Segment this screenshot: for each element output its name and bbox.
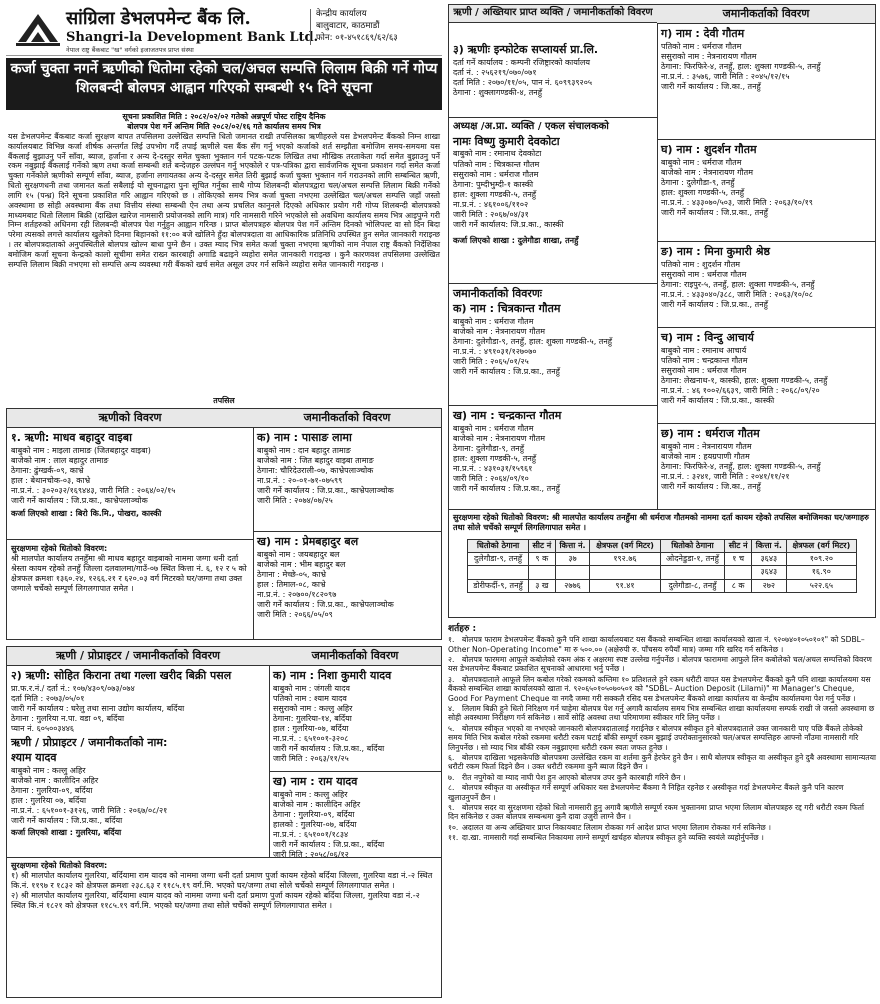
land-col-header: क्षेत्रफल (वर्ग मिटर) [786, 540, 856, 553]
guarantor-lines [661, 158, 871, 218]
detail-line: ना.प्र.नं. : २०७००/१८२०९७ [257, 590, 337, 600]
detail-line: हाल : गुलरिया-०७, बर्दिया [273, 724, 349, 734]
detail-line: हाल : गुलरिया ०७, बर्दिया [11, 796, 87, 806]
bank-logo-icon [14, 8, 62, 50]
land-table-cell: १ च [725, 553, 752, 566]
office-info [310, 9, 442, 45]
proprietor-name: श्याम यादव [11, 751, 57, 765]
detail-line: बाबुको नाम : रमानाथ आचार्य [661, 345, 747, 355]
land-table-cell: ३७ [555, 553, 590, 566]
term-number: १. [448, 635, 455, 645]
term-item [448, 635, 876, 654]
land-table-cell: १६.९० [786, 566, 856, 579]
detail-line: दर्ता नं. : २५६२१९/०७०/०७१ [453, 67, 537, 77]
detail-line: बाजेको नाम : जित बहादुर वाइबा तामाङ [257, 455, 374, 465]
detail-line: ना.प्र.नं. : ४३३०४०/३८८, जारी मिति : २०६३/१०/०८ [661, 290, 813, 300]
land-table-cell: ५२२.६५ [786, 579, 856, 592]
detail-line: बाबुको नाम : माइला तामाङ (जितबहादुर वाइबा) [11, 445, 151, 455]
detail-line: प्यान नं. ६०५००३४४६ [11, 724, 75, 734]
term-number: ३. [448, 674, 455, 684]
detail-line: जारी गर्ने कार्यालय : जि.प्र.का., बर्दिया [273, 744, 385, 754]
sec1-guarantor-2 [253, 533, 441, 622]
detail-line: ना.प्र.नं. : ३०२०३२/१६९४४३, जारी मिति : २०६४/०२/१५ [11, 486, 176, 496]
land-col-header: क्षेत्रफल (वर्ग मिटर) [590, 540, 660, 553]
detail-line: जारी गर्ने कार्यालय : जि.प्र.का., कास्की [661, 396, 775, 406]
land-table-cell [555, 566, 590, 579]
sec3-guarantor-g [657, 25, 875, 94]
detail-line: ठेगाना: दुलेगौडा-९, तनहुँ [453, 444, 524, 454]
land-table-cell: ८ क [725, 579, 752, 592]
land-table-cell [590, 566, 660, 579]
guarantor-lines [661, 42, 871, 92]
detail-line: जारी गर्ने कार्यालय : जि.प्र.का., बर्दिया [273, 840, 385, 850]
guarantor-name: छ) नाम : धर्मराज गौतम [661, 427, 760, 440]
sec3-guarantor-chh [657, 425, 875, 494]
term-item [448, 675, 876, 703]
detail-line: ठेगाना : गुलरिया-०९, बर्दिया [273, 810, 355, 820]
sec3-security-text: सुरक्षणमा रहेको धितोको विवरण: श्री मालपोत कार्यालय तनहुँमा श्री धर्मराज गौतमको नाममा दर्ता कायम रहेको तपसिल बमोजिमका घर/जग्गाहरु तथा सोले चर्चेको सम्पूर्ण लिगलिगापात समेत । [453, 513, 869, 533]
detail-line: ठेगाना: फिरफिरे-४, तनहुँ, हाल: शुक्ला गण्डकी-५, तनहुँ [661, 62, 821, 72]
detail-line: जारी गर्ने कार्यालय : जि.प्र.का., काभ्रेपलाञ्चोक [257, 600, 394, 610]
detail-line: बाबुको नाम : धर्मराज गौतम [453, 316, 534, 326]
detail-line: पतिको नाम : शुदर्शन गौतम [661, 259, 741, 269]
term-number: १०. [448, 822, 459, 832]
detail-line: जारी मिति : २०७४/०७/२५ [257, 496, 333, 506]
office-phone: फोन: ०१-४५१८६९/६२/६३ [316, 32, 398, 43]
detail-line: बाबुको नाम : कल्लु अहिर [273, 789, 348, 799]
detail-line: जारी मिति : २०५८/०६/१२ [273, 850, 349, 860]
bank-tagline: नेपाल राष्ट्र बैंकबाट "ख" वर्गको इजाजतपत्र प्राप्त संस्था [66, 46, 194, 54]
sec1-left-head: ऋणीको विवरण [7, 409, 253, 428]
detail-line: बाबुको नाम : नेत्रनारायण गौतम [661, 441, 752, 451]
detail-line: बाजेको नाम : हयग्रपाणी गौतम [661, 451, 750, 461]
land-table-cell [660, 566, 725, 579]
detail-line: बाजेको नाम : लाल बहादुर तामाङ [11, 455, 109, 465]
detail-line: बाजेको नाम : कालीदिन अहिर [11, 776, 99, 786]
borrower-lines [11, 684, 265, 734]
term-text: बोलपत्र फाराम डेभलपमेन्ट बैंकको कुनै पनि शाखा कार्यालयबाट यस बैंकको सम्बन्धित शाखा कार्यालयको खाता नं. ९२०७४०१०५०१०१" को SDBL– Other Non-Operating Income" मा रु ५००.०० (अक्षेरुपी रु. पाँचसय रुपैयाँ मात्र) जम्मा गरि खरिद गर्न सकिनेछ । [448, 635, 865, 654]
detail-line: ना.प्र.नं. : ३२४१, जारी मिति : २०४१/११/२१ [661, 472, 790, 482]
detail-line: पतिको नाम : चित्रकान्त गौतम [453, 159, 540, 169]
term-number: ७. [448, 772, 455, 782]
guarantor-name: घ) नाम : शुदर्शन गौतम [661, 143, 757, 156]
sec3-authorized [449, 119, 657, 248]
detail-line: बाजेको नाम : भीम बहादुर बल [257, 559, 346, 569]
guarantor-name: ख) नाम : चन्द्रकान्त गौतम [453, 409, 562, 422]
term-item [448, 783, 876, 802]
detail-line: जारी गर्ने कार्यालय : जि.का., तनहुँ [661, 82, 761, 92]
office-place: बालुवाटार, काठमाडौं [316, 20, 380, 31]
terms-section [448, 624, 876, 844]
guarantor-lines [453, 317, 653, 377]
land-table-body [468, 553, 857, 593]
bank-name-en: Shangri-la Development Bank Ltd. [66, 30, 319, 45]
detail-line: ना.प्र.नं. : ६५१००१/१८३४ [273, 830, 349, 840]
bank-name-np: सांग्रिला डेभलपमेन्ट बैंक लि. [66, 8, 251, 29]
guarantor-lines [257, 446, 437, 506]
term-number: २. [448, 654, 455, 664]
section-2-table [6, 646, 442, 998]
detail-line: पतिको नाम : चन्द्रकान्त गौतम [661, 355, 748, 365]
land-table-cell: दुलेगौडा-८, तनहुँ [660, 579, 725, 592]
detail-line: जारी मिति : २०६६/०५/०९ [257, 610, 333, 620]
land-col-header: कित्ता नं. [751, 540, 786, 553]
term-text: बोलपत्र स्वीकृत वा अस्वीकृत गर्ने सम्पूर्ण अधिकार यस डेभलपमेन्ट बैंकमा नै निहित रहनेछ र अस्वीकृत गर्दा डेभलपमेन्ट बैंकले कुनै पनि कारण खुलाउनुपर्ने छैन । [448, 783, 844, 802]
land-table-cell [468, 566, 529, 579]
detail-line: बाबुको नाम : कल्लु अहिर [11, 765, 86, 775]
auth-head: अध्यक्ष /अ.प्रा. व्यक्ति / एकल संचालकको [453, 121, 609, 132]
security-head: सुरक्षणमा रहेको धितोको विवरण: [11, 544, 108, 553]
detail-line: जारी गर्ने कार्यालय : जि.का., तनहुँ [661, 482, 761, 492]
term-text: बोलपत्र दाखिला भइसकेपछि बोलपत्रमा उल्लेखित रकम वा शर्तमा कुनै हेरफेर हुने छैन । साथै बोलपत्र स्वीकृत वा अस्वीकृत हुने दुबै अवस्थामा सामान्यतया धरौटी रकम फिर्ता दिइने छैन । उक्त धरौटी रकममा कुनै ब्याज दिइने छैन । [448, 753, 876, 772]
guarantor-section-head: जमानीकर्ताको विवरणः [453, 287, 542, 300]
detail-line: हाल: शुक्ला गण्डकी-५, तनहुँ [453, 454, 537, 464]
section-1-table [6, 408, 442, 640]
detail-line: जारी गर्ने कार्यालय : जि.प्र.का., तनहुँ [453, 367, 560, 377]
term-item [448, 823, 876, 832]
detail-line: ससुराको नाम : धर्मराज गौतम [661, 366, 747, 376]
term-item [448, 833, 876, 842]
detail-line: ठेगाना: चौरिदेउराली-०७, काभ्रेपलाञ्चोक [257, 466, 374, 476]
detail-line: ठेगाना : गुलरिया-०९, बर्दिया [11, 786, 93, 796]
land-col-header: धितोको ठेगाना [660, 540, 725, 553]
detail-line: ठेगाना : दुलेगौडा-९, तनहुँ [661, 178, 735, 188]
detail-line: बाबुको नाम : धर्मराज गौतम [453, 423, 534, 433]
security-items [11, 871, 437, 911]
land-table-cell: ओदनेडुडा-१, तनहुँ [660, 553, 725, 566]
detail-line: बाबुको नाम : जंगली यादव [273, 683, 350, 693]
office-label: केन्द्रीय कार्यालय [316, 9, 367, 19]
branch-line: कर्जा लिएको शाखा : दुलेगौडा शाखा, तनहुँ [453, 236, 579, 246]
detail-line: ठेगाना : शुक्लागण्डकी-४, तनहुँ [453, 88, 542, 98]
publication-note [6, 112, 442, 132]
detail-line: बाबुको नाम : धर्मराज गौतम [661, 157, 742, 167]
term-text: लिलाम बिक्री हुने धितो निरिक्षण गर्न चाहेमा बोलपत्र पेश गर्नु अगावै कार्यालय समय भित्र सम्बन्धित शाखा कार्यालयमा सम्पर्क राखी जे जस्तो अवस्थामा छ सोही अवस्थामा निरीक्षण गर्न सकिनेछ । सार्वे सोहि अवस्था तथा परिमाणमा स्वीकार गरि लिनु पर्नेछ । [448, 704, 875, 723]
land-table-cell: २७७६ [555, 579, 590, 592]
detail-line: बाजेको नाम : नेत्रनारायण गौतम [453, 326, 546, 336]
detail-line: जारी गर्ने कार्यालय : घरेलु तथा साना उद्योग कार्यालय, बर्दिया [11, 704, 185, 714]
detail-line: ना.प्र.नं. : ६५१००१-३१२६, जारी मिति : २०६७/०८/२१ [11, 806, 168, 816]
bid-deadline: बोलपत्र पेश गर्ने अन्तिम मिति २०८२/०२/१६ गते कार्यालय समय भित्र [127, 121, 321, 131]
land-table-cell: दुलेगौडा-९, तनहुँ [468, 553, 529, 566]
detail-line: ठेगाना: पुम्दीभुम्दी-१ कास्की [453, 179, 534, 189]
detail-line: ना.प्र.नं. : ४३१०३१/१५९६१ [453, 464, 533, 474]
land-table-cell: ३६४३ [751, 566, 786, 579]
guarantor-name: क) नाम : निशा कुमारी यादव [273, 669, 392, 682]
guarantor-name: क) नाम : चित्रकान्त गौतम [453, 301, 561, 315]
tapsil-label: तपसिल [213, 396, 235, 405]
detail-line: दर्ता मिति : २०७३/०५/०१ [11, 693, 85, 703]
detail-line: ठेगाना: दुलेगौडा-९, तनहुँ, हाल: शुक्ला गण्डकी-५, तनहुँ [453, 336, 613, 346]
detail-line: जारी मिति : २०६७/०४/३१ [453, 209, 529, 219]
auth-name: नामः विष्णु कुमारी देवकोटा [453, 134, 560, 148]
land-col-header: कित्ता नं. [555, 540, 590, 553]
branch-line: कर्जा लिएको शाखा : गुलरिया, बर्दिया [11, 828, 122, 838]
term-number: ५. [448, 723, 455, 733]
term-item [448, 803, 876, 822]
security-text: श्री मालपोत कार्यालय तनहुँमा श्री माधव बहादुर वाइबाको नाममा जग्गा धनी दर्ता श्रेस्ता कायम रहेको तनहुँ जिल्ला दलवालमा/गाउँ-०७ स्थित कित्ता नं. ६, १२ र ५ को क्षेत्रफल क्रमशः १३६०.२४, १२६६.२१ र ६२०.०३ वर्ग मिटरको घर/जग्गा तथा उक्त जग्गाले चर्चेको सम्पूर्ण लिगलगापात समेत । [11, 554, 247, 594]
borrower-lines [11, 446, 249, 506]
land-table-cell: ३६४३ [751, 553, 786, 566]
borrower-name: २) ऋणी: सोहित किराना तथा गल्ला खरीद बिक्री पसल [11, 669, 232, 682]
sec3-guarantor-ch [657, 329, 875, 408]
sec2-security [7, 859, 441, 913]
guarantor-lines [453, 424, 653, 495]
term-text: बोलपत्रदाताले आफूले लिन कबोल गरेको रकमको कम्तिमा १० प्रतिशतले हुने रकम धरौटी वापत यस डेभलपमेन्ट बैंकको कुनै पनि शाखा कार्यालयमा यस बैंकको सम्बन्धित शाखा कार्यालयको खाता नं. ९२०६५०१०५०७०५०१ को "SDBL– Auction Deposit (Lilami)" मा Manager's Cheque, Good For Payment Cheque वा नगदै जम्मा गरी सक्कलै रसिद यस डेभलपमेन्ट बैंकको शाखा कार्यालय वा केन्द्रीय कार्यालयमा पेश गर्नु पर्नेछ । [448, 674, 871, 703]
publication-date: सूचना प्रकाशित मिति : २०८२/०२/०२ गतेको अन्नपूर्ण पोस्ट राष्ट्रिय दैनिक [122, 112, 326, 121]
detail-line: जारी मिति : २०६५/०१/२५ [453, 357, 529, 367]
detail-line: ना.प्र.नं. : २०-०१-७१-०७५९९ [257, 476, 343, 486]
sec2-guarantor-1 [269, 667, 441, 766]
notice-intro: यस डेभलपमेन्ट बैंकबाट कर्जा सुरक्षण बापत तपसिलमा उल्लेखित सम्पत्ति धितो जमानत राखी तपसिलका ऋणीहरुले यस डेभलपमेन्ट बैंकको निम्न शाखा कार्यालयबाट विभिन्न कर्जा शीर्षक अन्तर्गत लिई उपभोग गर्दै तपाई ऋणीले यस बैंक सँग गर्नु भएको कर्जाको शर्त सम्झौता बमोजिम समय-समयमा यस बैंकलाई बुझाउनु पर्ने साँवा, ब्याज, हर्जाना र अन्य दे-दस्तुर समेत चुक्ता भुक्तान गर्न पटक-पटक लिखित तथा मौखिक तरताकेता गर्दा समेत बुझाउनु पर्ने रकम नबुझाई बैंकलाई गर्नेको ऋण तथा कर्जा सम्बन्धी शर्त बन्देजहरु उल्लंघन गर्नु भएकोले र पत्र-पत्रिका द्वारा सार्वजनिक सूचना प्रकाशन गर्दा समेत कर्जा चुक्ता गर्नेकोले ऋणीको सम्पूर्ण साँवा, ब्याज, हर्जाना लगायतका अन्य दे-दस्तुर समेत तिरी बुझाई कर्जा चुक्ता भुक्तान गर्न गराउनको लागि सम्बन्धित ऋणी, धितो सुरक्षणधनी तथा जमानत कर्ता सबैलाई यो सूचनाद्वारा पुनः सूचित गर्नुका साथै गोप्य शिलबन्दी बोलपत्रद्वारा चल/अचल सम्पत्ति लिलाम बिक्री गर्नेको लागि १५ (पन्ध्र) दिने सूचना प्रकाशित गरि आह्वान गरिएको छ । तोकिएको समय भित्र कर्जा चुक्ता नभएमा उल्लेखित चल/अचल सम्पत्ति जहाँ जस्तो अवस्थामा छ सोही अवस्थामा बैंक तथा वित्तीय संस्था सम्बन्धी ऐन तथा अन्य प्रचलित कानुनले दिएको अधिकार प्रयोग गरी गोप्य शिलबन्दी बोलपत्रको माध्यमबाट धितो लिलाम बिक्री (दाखिल खारेज नामसारी प्रयोजनको लागि मात्र) गरि नामसारी गरिने भएकोले सो अवधिमा कार्यालय समय भित्र आइपुग्ने गरी निम्न शर्तहरुको अधिनमा रही शिलबन्दी बोलपत्र पेश गर्नुहुन आह्वान गरिन्छ । प्राप्त बोलपत्रहरु बोलपत्र पेश गर्ने अन्तिम दिनको भोलिपल्ट वा सो दिन बिदा परेमा त्यसको लगत्ते कार्यालय खुलेको दिनमा बिहानको ११:०० बजे खोलिने हुँदा बोलपत्रदाता वा आधिकारिक प्रतिनिधि उपस्थित हुन समेत जानकारी गराइन्छ । तर बोलपत्रदाताको अनुपस्थितीले बोलपत्र खोल्न बाधा पुग्ने छैन । उक्त म्याद भित्र समेत कर्जा चुक्ता नभएमा ऋणीको नाम नेपाल राष्ट्र बैंकको निर्देशिका बमोजिम कर्जा सूचना केन्द्रको कालो सूचीमा समेत राख्न कारबाही अगाडि बढाइने व्यहोरा समेत जानकारी गराइन्छ । कुनै कारणवश तपसिलमा उल्लेखित सम्पत्ति लिलाम बिक्री नभएमा सो सम्पत्ति अन्य व्यवस्था गरी बैंकको खर्च समेत असूल उपर गर्न सकिने व्यहोरा समेत जानकारी गराइन्छ । [8, 132, 440, 269]
sec2-right-head: जमानीकर्ताको विवरण [269, 647, 441, 666]
guarantor-lines [273, 790, 437, 861]
borrower-name: १. ऋणी: माधव बहादुर वाइबा [11, 431, 132, 444]
guarantor-name: क) नाम : पासाङ लामा [257, 431, 352, 444]
bank-header [6, 4, 442, 56]
land-col-header: सीट नं [725, 540, 752, 553]
sec3-guarantors-left [449, 285, 657, 379]
guarantor-lines [273, 684, 437, 765]
sec3-guarantor-ng [657, 243, 875, 312]
detail-line: जारी गर्ने कार्यालय: जि.प्र.का., कास्की [453, 220, 564, 229]
detail-line: जारी गर्ने कार्यालय : जि.प्र.का., तनहुँ [661, 208, 768, 218]
detail-line: बाबुको नाम : जयबहादुर बल [257, 549, 340, 559]
detail-line: ससुराको नाम : धर्मराज गौतम [453, 169, 539, 179]
sec3-borrower [449, 41, 657, 100]
detail-line: ठेगाना : मेच्छे-०५, काभ्रे [257, 570, 326, 580]
detail-line: ना.प्र.नं. : ३५७६, जारी मिति : २०४५/१२/१५ [661, 72, 790, 82]
detail-line: हाल : तिमाल-०८, काभ्रे [257, 580, 326, 590]
sec3-right-head: जमानीकर्ताको विवरण [657, 5, 875, 24]
land-table-header [468, 540, 857, 553]
guarantor-name: ख) नाम : प्रेमबहादुर बल [257, 535, 359, 548]
sec3-left-head: ऋणी / अख्तियार प्राप्त व्यक्ति / जमानीकर्ताको विवरण [449, 5, 657, 23]
term-text: रीत नपुगेको वा म्याद नाघी पेश हुन आएको बोलपत्र उपर कुनै कारबाही गरिने छैन । [462, 772, 686, 782]
land-table-cell: ३ ख [529, 579, 556, 592]
term-item [448, 704, 876, 723]
land-table-cell: १०९.२० [786, 553, 856, 566]
detail-line: दर्ता गर्ने कार्यालय : कम्पनी रजिष्ट्रारको कार्यालय [453, 57, 591, 67]
detail-line: ससुराको नाम : धर्मराज गौतम [661, 269, 747, 279]
detail-line: ठेगाना: ढुंग्खर्क-०९, काभ्रे [11, 466, 84, 476]
term-item [448, 773, 876, 782]
detail-line: ठेगाना: फिरफिरे-४, तनहुँ, हाल: शुक्ला गण्डकी-५, तनहुँ [661, 462, 821, 472]
land-table-cell: १९२.७६ [590, 553, 660, 566]
detail-line: ससुराको नाम : कल्लु अहिर [273, 704, 353, 714]
land-table-cell: डोरीफर्दी-९, तनहुँ [468, 579, 529, 592]
sec2-guarantor-2 [269, 773, 441, 862]
detail-line: बाजेको नाम : नेत्रनारायण गौतम [661, 167, 754, 177]
detail-line: हाल : बेथानचोक-०३, काभ्रे [11, 476, 91, 486]
detail-line: ना.प्र.नं. : ४३३०७०/५०३, जारी मिति : २०६३/१०/१९ [661, 198, 813, 208]
borrower-lines [453, 58, 653, 98]
term-number: ११. [448, 833, 459, 843]
detail-line: जारी गर्ने कार्यालय : जि.प्र.का., बर्दिया [11, 816, 123, 826]
detail-line: ठेगाना: राइपुर-५, तनहुँ, हाल: शुक्ला गण्डकी-५, तनहुँ [661, 280, 815, 290]
proprietor-lines [11, 766, 265, 826]
term-item [448, 753, 876, 772]
land-table-cell: २७२ [751, 579, 786, 592]
land-table-cell: ९ क [529, 553, 556, 566]
land-table-cell [725, 566, 752, 579]
notice-title: कर्जा चुक्ता नगर्ने ऋणीको धितोमा रहेको चल/अचल सम्पत्ति लिलाम बिक्री गर्ने गोप्य शिलबन्दी बोलपत्र आह्वान गरिएको सम्बन्धी १५ दिने सूचना [6, 58, 442, 110]
term-text: बोलपत्र सदर वा सुरक्षणमा रहेको धितो नामसारी हुनु अगावै ऋणीले सम्पूर्ण रकम भुक्तानमा प्राप्त भएमा लिलाम बोलपत्रहरु रद्द गरी धरौटी रकम फिर्ता दिन सकिनेछ र उक्त बोलपत्र सम्बन्धमा कुनै दावा उजुरी लाग्ने छैन । [448, 803, 864, 822]
detail-line: बाजेको नाम : नेत्रनारायण गौतम [453, 433, 546, 443]
guarantor-name: ङ) नाम : मिना कुमारी श्रेष्ठ [661, 245, 770, 258]
terms-list [448, 635, 876, 843]
guarantor-name: ख) नाम : राम यादव [273, 775, 358, 788]
term-number: ६. [448, 753, 455, 763]
detail-line: ना.प्र.नं. : ४९१०३१/१२७०७० [453, 346, 537, 356]
sec1-security [7, 542, 253, 596]
land-table-cell: ९१.४१ [590, 579, 660, 592]
detail-line: ना.प्र.नं. : ४६१००६/११०२ [453, 199, 529, 209]
guarantor-lines [257, 550, 437, 621]
sec2-borrower [7, 667, 269, 841]
land-table-row [468, 579, 857, 592]
sec2-left-head: ऋणी / प्रोप्राइटर / जमानीकर्ताको विवरण [7, 647, 269, 666]
terms-head: शर्तहरु : [448, 624, 477, 634]
detail-line: पतिको नाम : श्याम यादव [273, 693, 347, 703]
section-3-table [448, 4, 876, 618]
term-number: ८. [448, 783, 455, 793]
detail-line: दर्ता मिति : २०७०/११/०५, पान नं. ६०९९३९२०५ [453, 78, 593, 88]
auth-lines [453, 149, 653, 230]
term-text: दा.खा. नामसारी गर्दा सम्बन्धित निकायमा लाग्ने सम्पूर्ण खर्चहरु बोलपत्र स्वीकृत हुने व्यक्ति स्वयंले व्यहोर्नुपर्नेछ । [462, 833, 764, 843]
term-item [448, 724, 876, 752]
detail-line: जारी मिति : २०६३/११/२५ [273, 754, 349, 764]
guarantor-lines [661, 346, 871, 406]
detail-line: जारी गर्ने कार्यालय : जि.प्र.का., तनहुँ [453, 484, 560, 494]
term-number: ४. [448, 704, 455, 713]
proprietor-head: ऋणी / प्रोप्राइटर / जमानीकर्ताको नाम: [11, 736, 168, 750]
land-col-header: सीट नं [529, 540, 556, 553]
sec1-right-head: जमानीकर्ताको विवरण [253, 409, 441, 428]
guarantor-lines [661, 260, 871, 310]
detail-line: हाल: शुक्ला गण्डकी-५, तनहुँ [453, 189, 537, 199]
sec1-guarantor-1 [253, 429, 441, 508]
guarantor-name: ग) नाम : देवी गौतम [661, 27, 745, 40]
land-table-row [468, 553, 857, 566]
term-text: बोलपत्र फारममा आफुले कबोलेको रकम अंक र अक्षरमा स्पष्ट उल्लेख गर्नुपर्नेछ । बोलपत्र फाराममा आफुले लिन कबोलेको चल/अचल सम्पत्तिको विवरण यस डेभलपमेन्ट बैंकबाट प्रकाशित सूचनाको आधारमा भर्नु पर्नेछ । [448, 654, 872, 674]
sec3-guarantor-kh [449, 407, 657, 496]
guarantor-lines [661, 442, 871, 492]
detail-line: जारी गर्ने कार्यालय : जि.प्र.का., काभ्रेपलाञ्चोक [257, 486, 394, 496]
guarantor-name: च) नाम : विन्दु आचार्य [661, 331, 754, 344]
borrower-name: ३) ऋणीः इन्फोटेक सप्लायर्स प्रा.लि. [453, 43, 599, 56]
detail-line: जारी मिति : २०६४/०९/१० [453, 474, 529, 484]
land-table [467, 539, 857, 593]
detail-line: ठेगाना: लेखनाथ-१, कास्की, हाल: शुक्ला गण्डकी-५, तनहुँ [661, 376, 828, 386]
detail-line: हाल: शुक्ला गण्डकी-५, तनहुँ [661, 188, 745, 198]
detail-line: जारी गर्ने कार्यालय : जि.प्र.का., काभ्रेपलाञ्चोक [11, 496, 148, 506]
detail-line: प्रा.फ.र.नं./ दर्ता नं.: १०७/४३०९/०७३/०७४ [11, 683, 135, 693]
detail-line: ना.प्र.नं. : ६५१००१-३२०८ [273, 734, 349, 744]
detail-line: बाबुको नाम : दान बहादुर तामाङ [257, 445, 351, 455]
detail-line: ठेगाना: गुलरिया-१४, बर्दिया [273, 714, 352, 724]
term-text: अदालत वा अन्य अख्तियार प्राप्त निकायबाट लिलाम रोकका गर्न आदेश प्राप्त भएमा लिलाम रोकका गर्न सकिनेछ । [462, 822, 772, 832]
term-number: ९. [448, 803, 455, 813]
security-head: सुरक्षणमा रहेको धितोको विवरण: [11, 861, 108, 870]
detail-line: १) श्री मालपोत कार्यालय गुलरिया, बर्दियामा राम यादव को नाममा जग्गा धनी दर्ता प्रमाण पुर्जा कायम रहेको बर्दिया जिल्ला, गुलरिया वडा नं.-२ स्थित कि.नं. ११९७ र १८३२ को क्षेत्रफल क्रमशः २३८.६३ र ११८५.१९ वर्ग.मि. भएको घर/जग्गा तथा सोले चर्चेको सम्पूर्ण लिगलगापात समेत । [11, 871, 433, 891]
detail-line: २) श्री मालपोत कार्यालय गुलरिया, बर्दियामा श्याम यादव को नाममा जग्गा धनी दर्ता प्रमाण पुर्जा कायम रहेको बर्दिया जिल्ला, गुलरिया वडा नं.-२ स्थित कि.नं १८२१ को क्षेत्रफल ११८५.१९ वर्ग.मि. भएको घर/जग्गा तथा सोले चर्चेको सम्पूर्ण लिगलगापात समेत । [11, 891, 420, 911]
term-text: बोलपत्र स्वीकृत भएको वा नभएको जानकारी बोलपत्रदातालाई गराईनेछ र बोलपत्र स्वीकृत हुने बोलपत्रदाताले उक्त जानकारी पाए पछि बैंकले तोकेको समय मिति भित्र कबोल गरेको रकममा धरौटी रकम घटाई बाँकी सम्पूर्ण रकम बुझाई उपरोक्तानुसारको चल/अचल सम्पत्तिहरु आफ्नो नाँउमा नामसारी गरि लिनुपर्नेछ । सो म्याद भित्र बाँकी रकम नबुझाएमा धरौटी रकम स्वतः जफत हुनेछ । [448, 723, 863, 752]
branch-line: कर्जा लिएको शाखा : बिरो कि.मि., पोखरा, कास्की [11, 509, 162, 519]
term-item [448, 655, 876, 674]
detail-line: ना.प्र.नं. : ४६ १००२/६६३९, जारी मिति : २०६८/०९/२० [661, 386, 820, 396]
land-col-header: धितोको ठेगाना [468, 540, 529, 553]
land-table-cell [529, 566, 556, 579]
detail-line: बाजेको नाम : कालीदिन अहिर [273, 799, 361, 809]
detail-line: हालको : गुलरिया-०७, बर्दिया [273, 820, 357, 830]
sec3-guarantor-gh [657, 141, 875, 220]
detail-line: पतिको नाम : धर्मराज गौतम [661, 41, 742, 51]
sec1-borrower [7, 429, 253, 521]
detail-line: ससुराको नाम : नेत्रनारायण गौतम [661, 51, 757, 61]
detail-line: जारी गर्ने कार्यालय : जि.प्र.का., तनहुँ [661, 300, 768, 310]
land-table-row [468, 566, 857, 579]
detail-line: ठेगाना : गुलरिया न.पा. वडा ०९, बर्दिया [11, 714, 125, 724]
detail-line: बाबुको नाम : रमानाथ देवकोटा [453, 149, 542, 159]
land-table-wrap [467, 539, 857, 593]
